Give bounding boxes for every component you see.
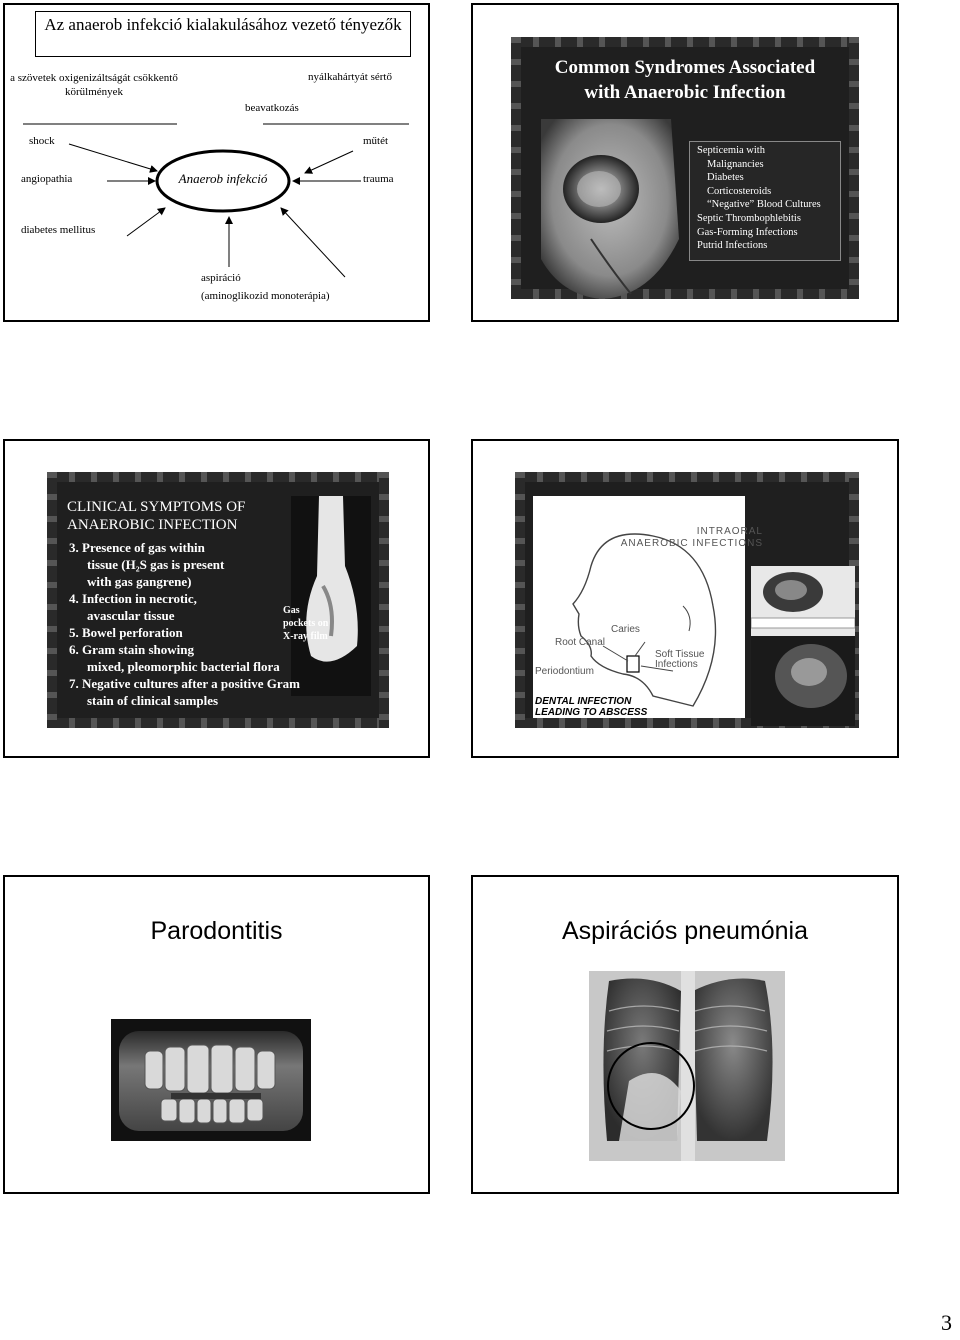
list-item: with gas gangrene) — [87, 574, 192, 589]
slide-anaerob-factors — [3, 3, 430, 322]
list-item: 6. Gram stain showing — [69, 642, 194, 657]
factor-surgery: műtét — [363, 135, 389, 147]
syndromes-title: Common Syndromes Associated with Anaerobic Infection — [554, 57, 816, 103]
symptoms-panel — [47, 472, 389, 728]
list-item: 4. Infection in necrotic, — [69, 591, 197, 606]
factor-aminoglycoside: (aminoglikozid monoterápia) — [201, 290, 330, 302]
list-item: stain of clinical samples — [87, 693, 219, 708]
list-item: Diabetes — [707, 172, 744, 184]
label-caries: Caries — [611, 624, 640, 635]
slide-title: Parodontitis — [150, 917, 283, 945]
list-item: “Negative” Blood Cultures — [707, 199, 821, 211]
factor-tissue-oxygen: a szövetek oxigenizáltságát csökkentő körülmények — [10, 72, 178, 98]
slide-title: Aspirációs pneumónia — [562, 917, 808, 945]
chest-xray-image — [589, 971, 785, 1161]
center-label: Anaerob infekció — [178, 171, 268, 186]
abscess-photo — [751, 566, 855, 726]
list-item: avascular tissue — [87, 608, 175, 623]
intraoral-panel — [515, 472, 859, 728]
slide-title: Az anaerob infekció kialakulásához vezető tényezők — [44, 15, 402, 34]
list-item: Corticosteroids — [707, 185, 772, 197]
list-item: Malignancies — [707, 158, 764, 170]
label-periodontium: Periodontium — [535, 666, 594, 677]
list-item: 7. Negative cultures after a positive Gram — [69, 676, 300, 691]
list-item: mixed, pleomorphic bacterial flora — [87, 659, 280, 674]
page-number: 3 — [941, 1310, 952, 1335]
list-item: 3. Presence of gas within — [69, 540, 205, 555]
dental-footer: DENTAL INFECTION LEADING TO ABSCESS — [535, 696, 648, 718]
symptoms-list — [69, 539, 300, 709]
slide-common-syndromes — [471, 3, 899, 322]
gum-photo — [111, 1019, 311, 1141]
list-item: Gas-Forming Infections — [697, 226, 798, 238]
factor-trauma: trauma — [363, 173, 394, 185]
factor-mucosa: nyálkahártyát sértő — [308, 71, 392, 83]
factor-diabetes: diabetes mellitus — [21, 224, 96, 236]
list-item: Putrid Infections — [697, 240, 768, 252]
label-root-canal: Root Canal — [555, 637, 606, 648]
slide-intraoral-infections — [471, 439, 899, 758]
xray-foot-image — [291, 496, 371, 696]
list-item: Septic Thrombophlebitis — [697, 212, 801, 224]
slide-parodontitis — [3, 875, 430, 1194]
label-soft-tissue: Soft Tissue Infections — [655, 649, 705, 670]
symptoms-title: CLINICAL SYMPTOMS OF ANAEROBIC INFECTION — [67, 499, 246, 533]
factor-intervention: beavatkozás — [245, 102, 299, 114]
list-item: Septicemia with — [697, 145, 765, 156]
list-item: 5. Bowel perforation — [69, 625, 183, 640]
intraoral-header: INTRAORAL ANAEROBIC INFECTIONS — [620, 526, 763, 549]
factor-aspiration: aspiráció — [201, 272, 241, 284]
slide-aspiration-pneumonia — [471, 875, 899, 1194]
list-item: tissue (H₂S gas is present — [87, 557, 225, 572]
xray-caption: Gas pockets on X-ray film — [283, 605, 329, 642]
syndromes-list — [697, 144, 821, 253]
leg-wound-photo — [531, 119, 681, 299]
factor-shock: shock — [29, 135, 55, 147]
slide-clinical-symptoms — [3, 439, 430, 758]
syndromes-panel — [511, 37, 859, 299]
factor-angiopathy: angiopathia — [21, 173, 73, 185]
